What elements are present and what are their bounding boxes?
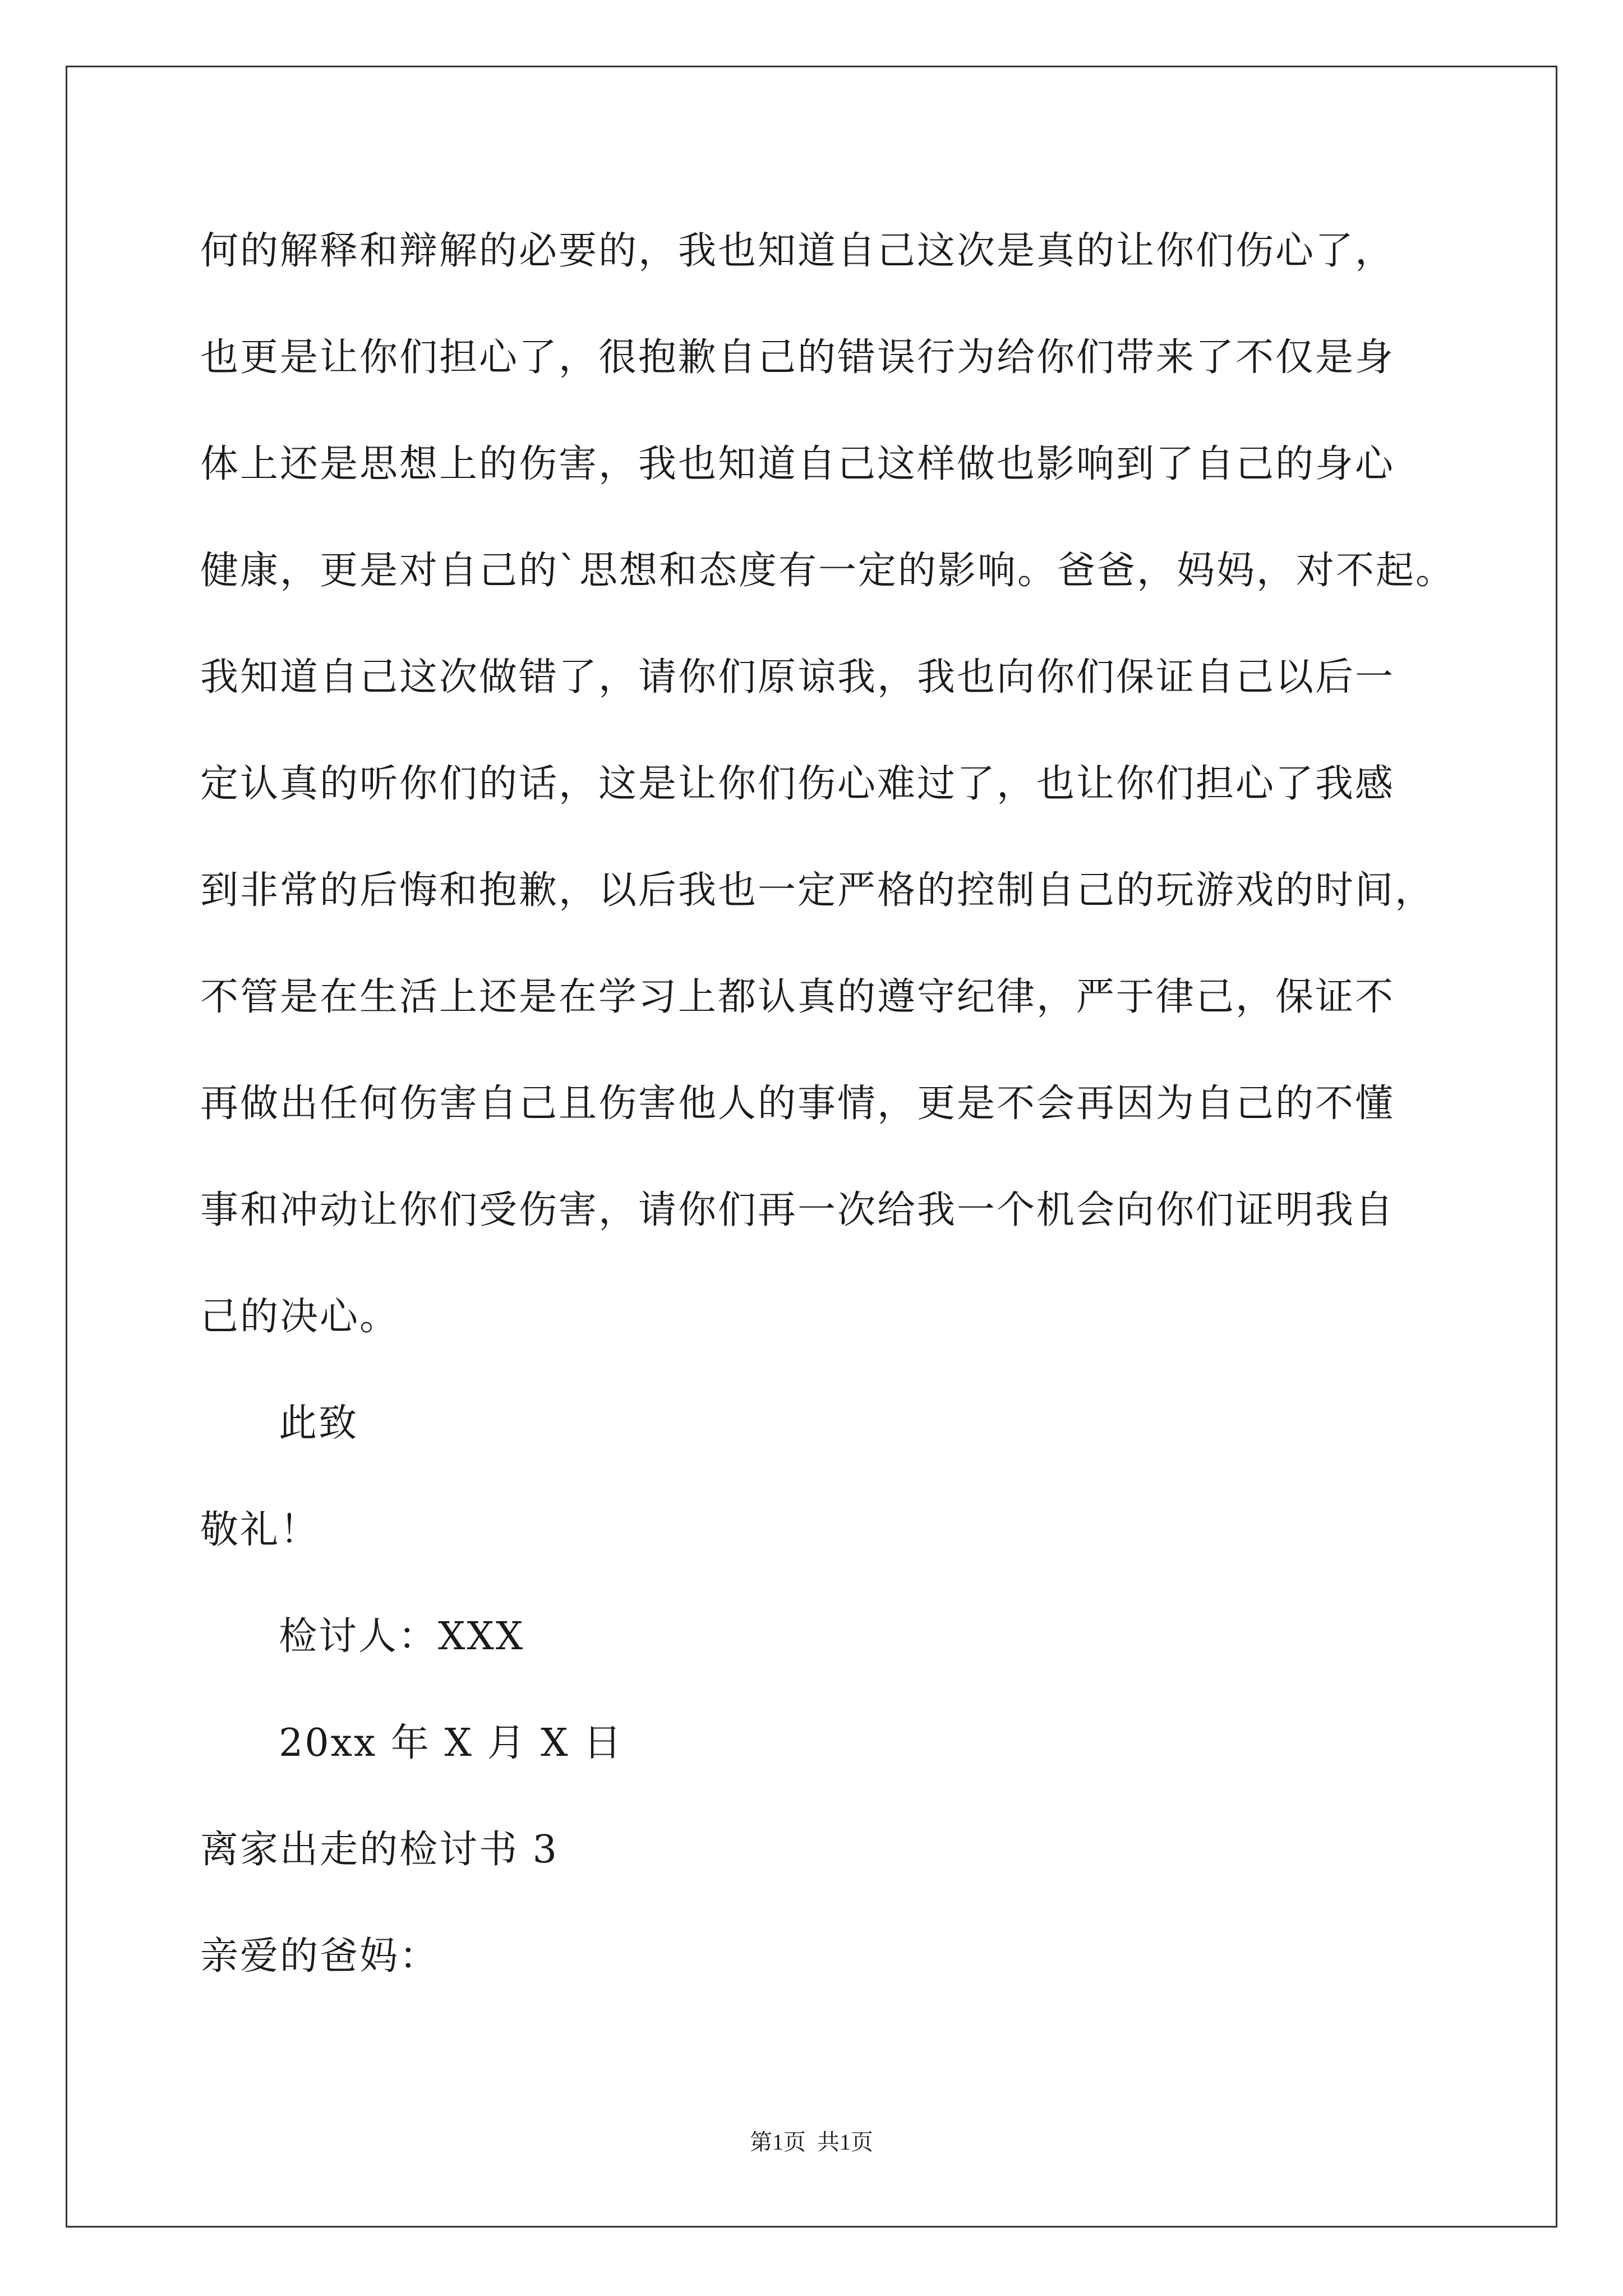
body-line: 事和冲动让你们受伤害，请你们再一次给我一个机会向你们证明我自 bbox=[200, 1188, 1395, 1232]
greeting: 亲爱的爸妈： bbox=[200, 1934, 440, 1978]
body-line: 也更是让你们担心了，很抱歉自己的错误行为给你们带来了不仅是身 bbox=[200, 335, 1395, 380]
body-line: 己的决心。 bbox=[200, 1295, 400, 1339]
closing-salutation: 此致 bbox=[279, 1401, 359, 1446]
signature-date: 20xx 年 X 月 X 日 bbox=[279, 1721, 624, 1765]
body-line: 何的解释和辩解的必要的，我也知道自己这次是真的让你们伤心了， bbox=[200, 229, 1395, 273]
body-line: 到非常的后悔和抱歉，以后我也一定严格的控制自己的玩游戏的时间， bbox=[200, 868, 1435, 913]
body-line: 定认真的听你们的话，这是让你们伤心难过了，也让你们担心了我感 bbox=[200, 762, 1395, 806]
body-line: 我知道自己这次做错了，请你们原谅我，我也向你们保证自己以后一 bbox=[200, 655, 1395, 700]
signature-author: 检讨人：XXX bbox=[279, 1614, 525, 1659]
page-footer: 第1页 共1页 bbox=[750, 2129, 873, 2155]
closing-respect: 敬礼！ bbox=[200, 1508, 320, 1552]
body-line: 再做出任何伤害自己且伤害他人的事情，更是不会再因为自己的不懂 bbox=[200, 1082, 1395, 1126]
body-line: 不管是在生活上还是在学习上都认真的遵守纪律，严于律己，保证不 bbox=[200, 975, 1395, 1019]
body-line: 体上还是思想上的伤害，我也知道自己这样做也影响到了自己的身心 bbox=[200, 442, 1395, 486]
body-line: 健康，更是对自己的`思想和态度有一定的影响。爸爸，妈妈，对不起。 bbox=[200, 549, 1456, 593]
section-title: 离家出走的检讨书 3 bbox=[200, 1828, 559, 1872]
document-body bbox=[200, 198, 1535, 2010]
